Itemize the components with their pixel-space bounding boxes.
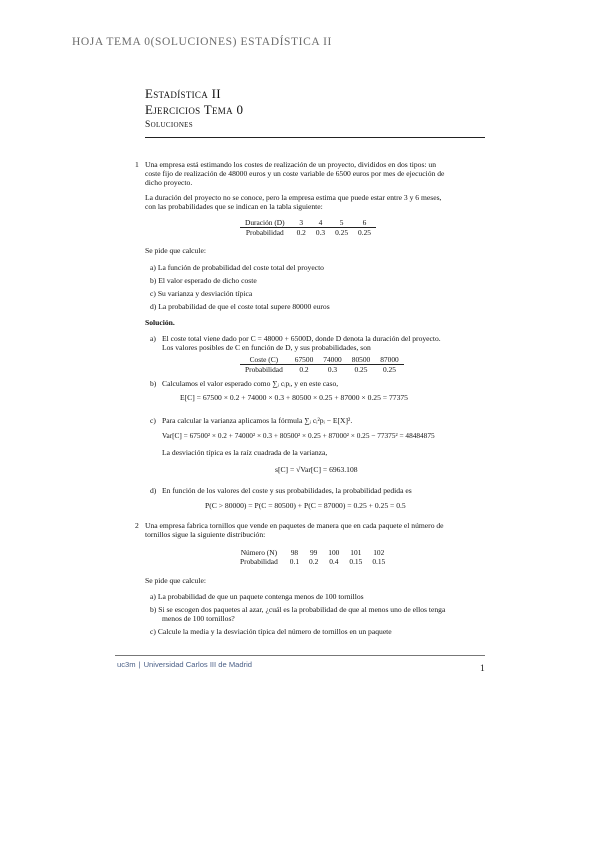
doc-section: Soluciones [145,120,193,130]
doc-title: Estadística II [145,86,221,101]
ex1-item-d: d) La probabilidad de que el coste total supere 80000 euros [150,302,330,311]
ex1-paragraph-2: La duración del proyecto no se conoce, pero la empresa estima que puede estar entre 3 y 6 meses, con las probabilidades que se indican en la tabla siguiente: [145,193,442,211]
ex2-item-b-cont: menos de 100 tornillos? [162,614,235,623]
page-number: 1 [480,664,485,674]
sol-d-text: En función de los valores del coste y sus probabilidades, la probabilidad pedida es [162,486,412,495]
sol-d-tag: d) [150,486,157,495]
footer-rule [115,655,485,656]
title-rule [145,137,485,138]
running-header: HOJA TEMA 0(SOLUCIONES) ESTADÍSTICA II [72,36,332,48]
sol-c-equation: Var[C] = 67500² × 0.2 + 74000² × 0.3 + 80500² × 0.25 + 87000² × 0.25 − 77375² = 48484875 [162,431,435,440]
ex2-ask: Se pide que calcule: [145,576,206,585]
ex1-item-a: a) La función de probabilidad del coste total del proyecto [150,263,324,272]
doc-subtitle: Ejercicios Tema 0 [145,102,244,117]
ex1-cost-table: Coste (C) 67500 74000 80500 87000 Probabilidad 0.2 0.3 0.25 0.25 [240,355,404,374]
sol-b-equation: E[C] = 67500 × 0.2 + 74000 × 0.3 + 80500 × 0.25 + 87000 × 0.25 = 77375 [180,393,408,402]
sol-a-text: El coste total viene dado por C = 48000 + 6500D, donde D denota la duración del proyecto. Los valores posibles de C en función de D, y sus probabilidades, son [162,334,441,352]
sol-b-text: Calculamos el valor esperado como ∑ᵢ cᵢpᵢ, y en este caso, [162,379,339,388]
sol-c-text: Para calcular la varianza aplicamos la fórmula ∑ᵢ cᵢ²pᵢ − E[X]². [162,416,353,425]
logo-mark: uc3m [117,660,136,669]
ex2-screws-table: Número (N) 98 99 100 101 102 Probabilidad 0.1 0.2 0.4 0.15 0.15 [240,548,386,566]
ex1-item-c: c) Su varianza y desviación típica [150,289,253,298]
sol-b-tag: b) [150,379,157,388]
logo-text: Universidad Carlos III de Madrid [143,660,253,669]
solution-label: Solución. [145,318,175,327]
ex1-paragraph-1: Una empresa está estimando los costes de realización de un proyecto, divididos en dos tipos: un coste fijo de realización de 48000 euros y un coste variable de 6500 euros por mes de ejecución de dicho proyecto. [145,160,445,187]
ex1-ask: Se pide que calcule: [145,246,206,255]
ex1-item-b: b) El valor esperado de dicho coste [150,276,257,285]
university-logo: uc3m | Universidad Carlos III de Madrid [117,660,253,669]
sol-c-equation-2: s[C] = √Var[C] = 6963.108 [275,465,358,474]
sol-d-equation: P(C > 80000) = P(C = 80500) + P(C = 87000) = 0.25 + 0.25 = 0.5 [205,501,406,510]
exercise-number: 1 [135,160,139,169]
sol-c-tag: c) [150,416,156,425]
ex2-item-b: b) Si se escogen dos paquetes al azar, ¿cuál es la probabilidad de que al menos uno de ellos tenga [150,605,446,614]
sol-a-tag: a) [150,334,156,343]
sol-c-text-2: La desviación típica es la raíz cuadrada de la varianza, [162,448,328,457]
exercise-number-2: 2 [135,521,139,530]
ex2-item-c: c) Calcule la media y la desviación típica del número de tornillos en un paquete [150,627,392,636]
ex2-item-a: a) La probabilidad de que un paquete contenga menos de 100 tornillos [150,592,364,601]
ex1-duration-table: Duración (D) 3 4 5 6 Probabilidad 0.2 0.3 0.25 0.25 [240,218,376,237]
ex2-paragraph-1: Una empresa fabrica tornillos que vende en paquetes de manera que en cada paquete el número de tornillos sigue la siguiente distribución: [145,521,444,539]
